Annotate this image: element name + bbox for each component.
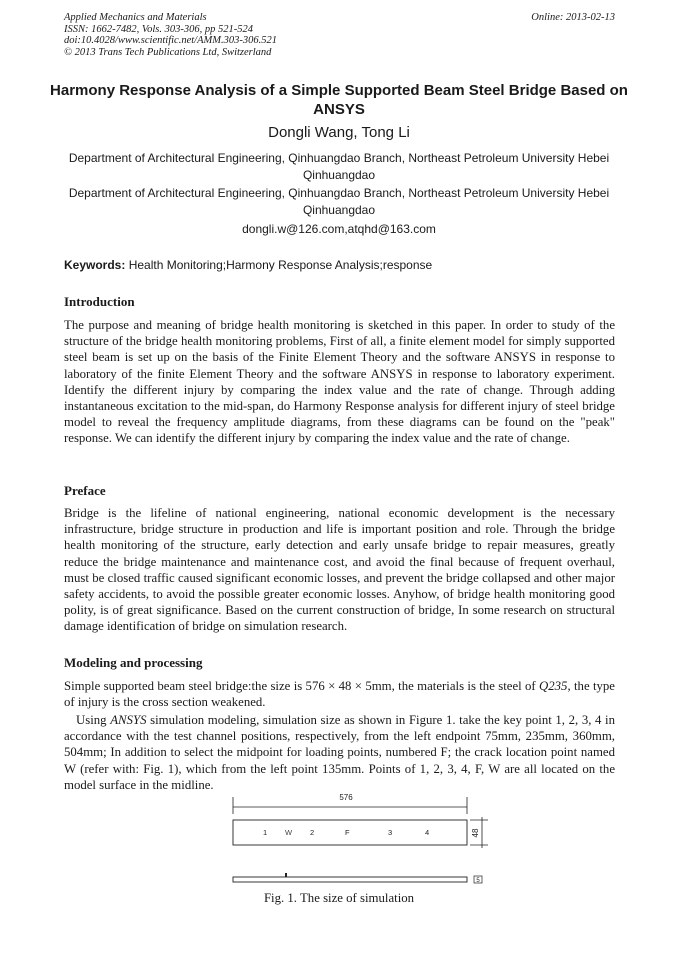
figure-caption: Fig. 1. The size of simulation (263, 891, 415, 905)
thickness-label: 5 (476, 878, 480, 884)
modeling-paragraph-2 (64, 712, 615, 793)
journal-name: Applied Mechanics and Materials (64, 12, 207, 23)
point-1-label: 1 (263, 828, 268, 837)
affiliation-1: Department of Architectural Engineering, Qinhuangdao Branch, Northeast Petroleum University Hebei Qinhuangdao (68, 151, 610, 182)
length-label: 576 (339, 793, 353, 802)
paper-title: Harmony Response Analysis of a Simple Supported Beam Steel Bridge Based on ANSYS (50, 82, 628, 118)
keywords-label: Keywords: (64, 258, 126, 272)
point-3-label: 3 (388, 828, 393, 837)
introduction-heading: Introduction (64, 294, 135, 309)
preface-paragraph: Bridge is the lifeline of national engineering, national economic development is the necessary infrastructure, bridge structure in production and life is important position and role. Through the bridge health monitoring of the structure, early detection and early unsafe bridge to repair measures, greatly reduce the bridge maintenance and maintenance cost, and avoid the final because of frequent overhaul, must be closed traffic caused significant economic losses, and prevent the bridge collapsed and other major safety accidents, to avoid the possible greater economic losses. Anyhow, of bridge health monitoring good polity, is of great significance. Based on the current construction of bridge, In some research on structural damage identification of bridge on simulation research. (64, 506, 615, 634)
material-name: Q235 (539, 679, 568, 693)
journal-copyright: © 2013 Trans Tech Publications Ltd, Switzerland (64, 46, 272, 58)
keywords (64, 258, 624, 272)
modeling-heading: Modeling and processing (64, 655, 203, 670)
journal-issn: ISSN: 1662-7482, Vols. 303-306, pp 521-524 (64, 23, 253, 35)
affiliation-2: Department of Architectural Engineering, Qinhuangdao Branch, Northeast Petroleum University Hebei Qinhuangdao (68, 186, 610, 217)
modeling-p1-text-b: , the type of injury is the cross section weakened. (64, 679, 615, 710)
beam-elevation (233, 820, 467, 845)
preface-heading: Preface (64, 483, 106, 498)
online-date: Online: 2013-02-13 (531, 12, 615, 23)
modeling-paragraph-1 (64, 678, 615, 710)
paper-authors: Dongli Wang, Tong Li (268, 124, 410, 141)
modeling-p1-text-a: Simple supported beam steel bridge:the size is 576 × 48 × 5mm, the materials is the steel of (64, 679, 540, 693)
point-4-label: 4 (425, 828, 430, 837)
crack-point-w-label: W (285, 828, 293, 837)
keywords-text: Health Monitoring;Harmony Response Analysis;response (128, 258, 433, 272)
beam-plan (233, 877, 467, 882)
modeling-p2-text-b: simulation modeling, simulation size as shown in Figure 1. take the key point 1, 2, 3, 4 in accordance with the test channel positions, respectively, from the left endpoint 75mm, 235mm, 360mm, 504mm; In addition to select the midpoint for loading points, numbered F; the crack location point named W (refer with: Fig. 1), which from the left point 135mm. Points of 1, 2, 3, 4, F, W are all located on the model surface in the midline. (64, 713, 615, 792)
thickness-box (474, 876, 482, 883)
modeling-p2-text-a: Using (76, 713, 111, 727)
journal-header (64, 12, 615, 58)
software-name: ANSYS (110, 713, 147, 727)
introduction-paragraph: The purpose and meaning of bridge health monitoring is sketched in this paper. In order to study of the structure of the bridge health monitoring problems, First of all, a finite element model for simply supported steel beam is set up on the basis of the Finite Element Theory and the software ANSYS in response to laboratory of the finite Element Theory and the software ANSYS in response to laboratory experiment. Identify the different injury by comparing the index value and the rate of change. Through adding instantaneous excitation to the mid-span, do Harmony Response analysis for different injury of steel bridge model to reveal the frequency amplitude diagrams, from these diagrams can be found on the "peak" response. We can identify the different injury by comparing the index value and the rate of change. (64, 318, 615, 446)
journal-doi: doi:10.4028/www.scientific.net/AMM.303-306.521 (64, 35, 277, 46)
load-point-f-label: F (345, 828, 350, 837)
height-label: 48 (471, 828, 480, 838)
point-2-label: 2 (310, 828, 315, 837)
crack-mark (285, 873, 287, 877)
author-emails: dongli.w@126.com,atqhd@163.com (242, 222, 436, 236)
